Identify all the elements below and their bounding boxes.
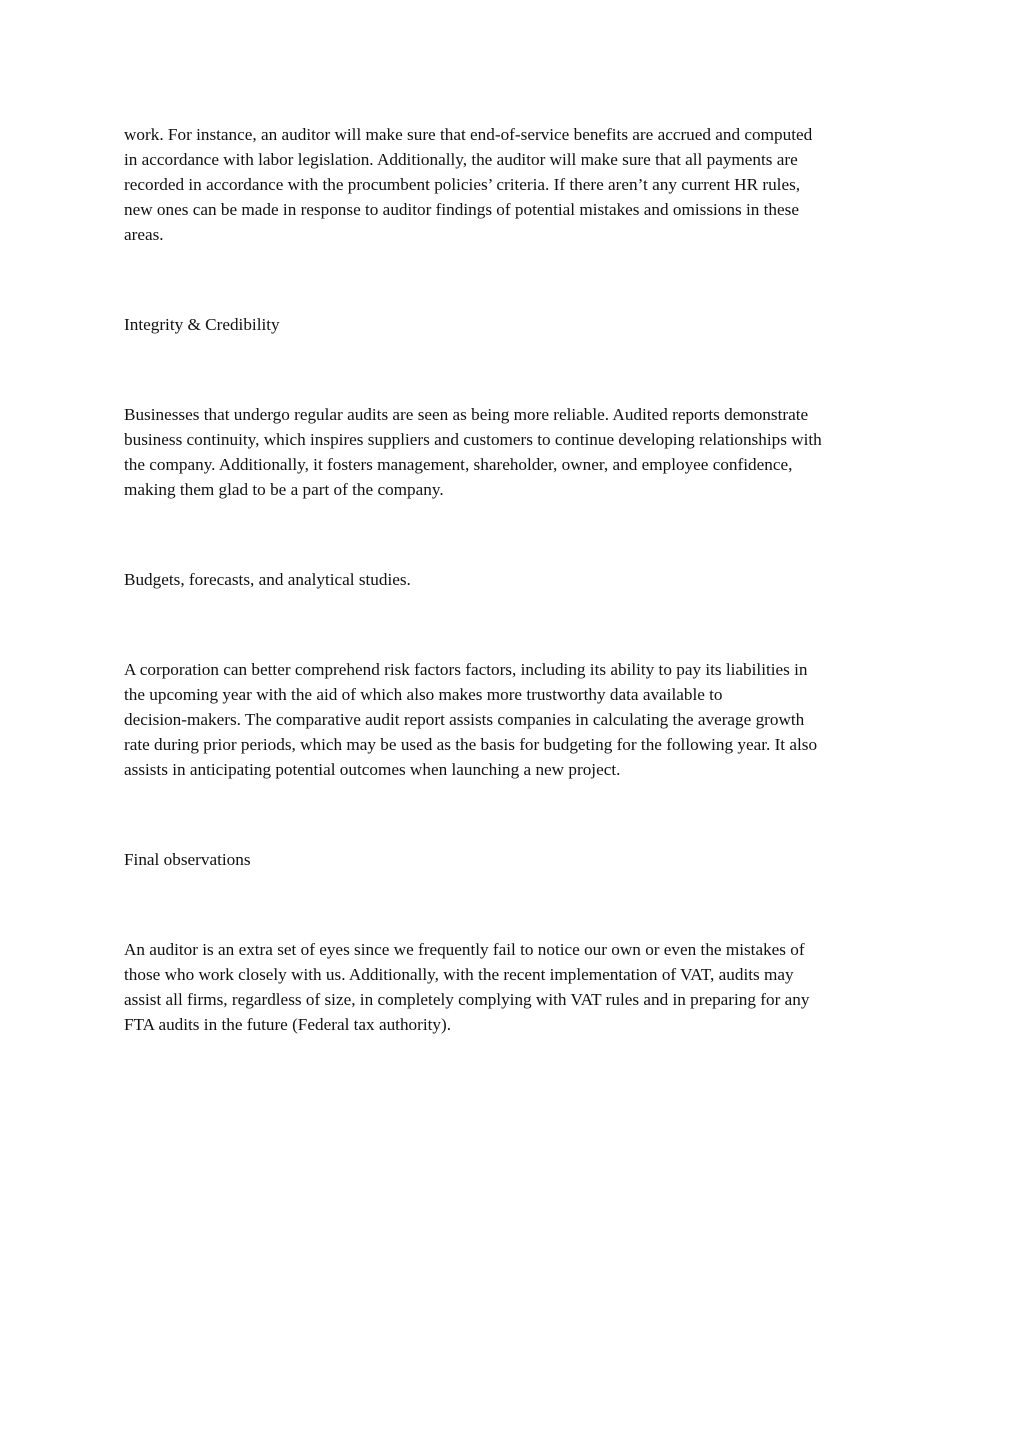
paragraph-line: decision-makers. The comparative audit report assists companies in calculating the average growth	[124, 710, 805, 729]
paragraph-line: rate during prior periods, which may be used as the basis for budgeting for the following year. It also	[124, 735, 818, 754]
paragraph-line: the upcoming year with the aid of which also makes more trustworthy data available to	[124, 685, 723, 704]
paragraph-line: those who work closely with us. Additionally, with the recent implementation of VAT, audits may	[124, 965, 794, 984]
integrity-paragraph	[124, 402, 896, 502]
paragraph-line: recorded in accordance with the procumbent policies’ criteria. If there aren’t any current HR rules,	[124, 175, 801, 194]
paragraph-line: FTA audits in the future (Federal tax authority).	[124, 1015, 452, 1034]
paragraph-line: business continuity, which inspires suppliers and customers to continue developing relationships with	[124, 430, 822, 449]
section-heading-budgets	[124, 567, 896, 592]
budgets-paragraph	[124, 657, 896, 782]
heading-text: Budgets, forecasts, and analytical studies.	[124, 570, 411, 589]
paragraph-line: An auditor is an extra set of eyes since we frequently fail to notice our own or even the mistakes of	[124, 940, 805, 959]
paragraph-line: A corporation can better comprehend risk factors factors, including its ability to pay its liabilities in	[124, 660, 808, 679]
paragraph-line: the company. Additionally, it fosters management, shareholder, owner, and employee confidence,	[124, 455, 793, 474]
paragraph-line: in accordance with labor legislation. Additionally, the auditor will make sure that all payments are	[124, 150, 798, 169]
paragraph-line: new ones can be made in response to auditor findings of potential mistakes and omissions in these	[124, 200, 799, 219]
paragraph-line: making them glad to be a part of the company.	[124, 480, 444, 499]
paragraph-line: areas.	[124, 225, 164, 244]
paragraph-line: Businesses that undergo regular audits are seen as being more reliable. Audited reports demonstrate	[124, 405, 809, 424]
paragraph-line: work. For instance, an auditor will make sure that end-of-service benefits are accrued and computed	[124, 125, 813, 144]
paragraph-line: assist all firms, regardless of size, in completely complying with VAT rules and in preparing for any	[124, 990, 810, 1009]
paragraph-line: assists in anticipating potential outcomes when launching a new project.	[124, 760, 621, 779]
heading-text: Final observations	[124, 850, 251, 869]
intro-paragraph	[124, 122, 896, 247]
section-heading-final	[124, 847, 896, 872]
section-heading-integrity	[124, 312, 896, 337]
final-paragraph	[124, 937, 896, 1037]
heading-text: Integrity & Credibility	[124, 315, 280, 334]
